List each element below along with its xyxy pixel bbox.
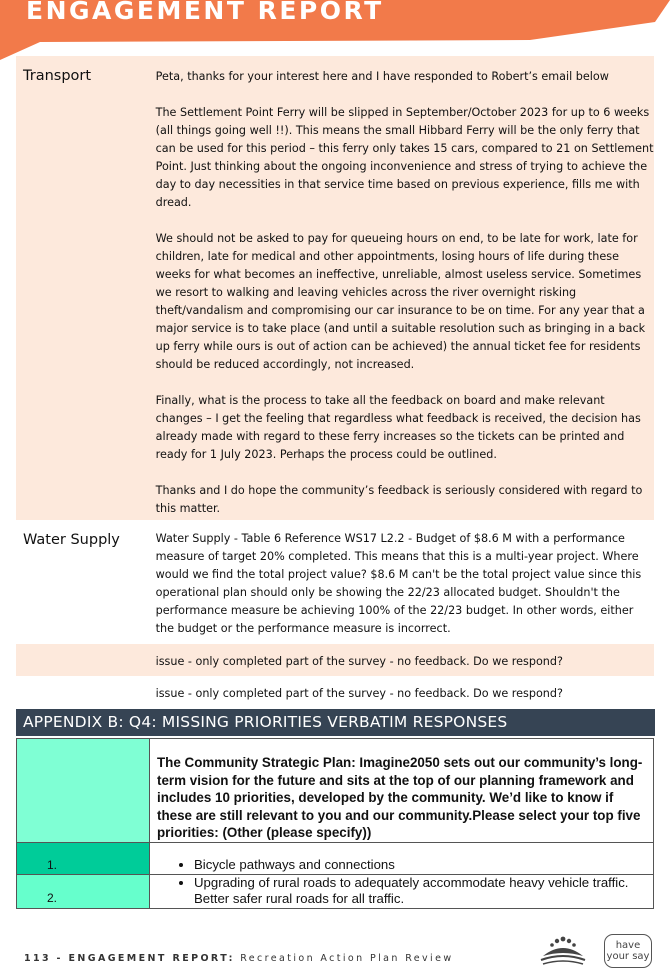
engagement-table	[16, 56, 654, 700]
response-paragraph: Water Supply - Table 6 Reference WS17 L2.2 - Budget of $8.6 M with a performance measure of target 20% completed. This means that this is a multi-year project. Where would we find the total project value? $8.6 M can't be the total project value since this operational plan should only be showing the 22/23 allocated budget. Shouldn't the performance measure be achieving 100% of the 22/23 budget. In other words, either the budget or the performance measure is incorrect.	[155, 532, 642, 635]
response-cell	[150, 874, 654, 908]
response-cell	[150, 842, 654, 874]
header-banner	[0, 0, 670, 64]
table-row	[17, 842, 654, 874]
report-title: ENGAGEMENT REPORT	[26, 0, 384, 25]
response-list	[150, 875, 653, 907]
topic-cell	[16, 676, 147, 700]
report-label: ENGAGEMENT REPORT:	[68, 953, 235, 964]
table-row	[16, 56, 654, 520]
footer-separator: -	[56, 953, 69, 964]
response-cell	[147, 644, 654, 676]
list-item: • Upgrading of rural roads to adequately accommodate heavy vehicle traffic. Better safer rural roads for all traffic.	[194, 875, 647, 907]
question-cell: The Community Strategic Plan: Imagine2050 sets out our community’s long-term vision for the future and sits at the top of our planning framework and includes 10 priorities, developed by the community. We’d like to know if these are still relevant to you and our community.Please select your top five priorities: (Other (please specify))	[150, 739, 654, 843]
response-cell	[147, 676, 654, 700]
response-paragraph: Peta, thanks for your interest here and I have responded to Robert’s email below	[155, 70, 609, 83]
table-row	[16, 644, 654, 676]
topic-cell: Water Supply	[23, 532, 120, 548]
row-number-cell	[17, 842, 150, 874]
page-number: 113	[24, 953, 52, 964]
response-paragraph: Finally, what is the process to take all the feedback on board and make relevant changes – I get the feeling that regardless what feedback is received, the decision has already made with regard to these ferry increases so the tickets can be printed and ready for 1 July 2023. Perhaps the process could be outlined.	[155, 394, 641, 461]
topic-cell: Transport	[23, 68, 92, 84]
response-paragraph: Thanks and I do hope the community’s feedback is seriously considered with regard to this matter.	[155, 484, 643, 515]
document-title: Recreation Action Plan Review	[240, 953, 454, 964]
list-item: • Bicycle pathways and connections	[194, 857, 647, 873]
row-number: 2.	[47, 890, 58, 905]
response-paragraph: issue - only completed part of the survey - no feedback. Do we respond?	[155, 687, 563, 700]
response-paragraph: The Settlement Point Ferry will be slipped in September/October 2023 for up to 6 weeks (all things going well !!). This means the small Hibbard Ferry will be the only ferry that can be used for this period – this ferry only takes 15 cars, compared to 21 on Settlement Point. Just thinking about the ongoing inconvenience and stress of trying to achieve the day to day necessities in that service time based on previous experience, fills me with dread.	[155, 106, 654, 209]
council-logo-icon	[533, 932, 593, 970]
table-row	[17, 874, 654, 908]
row-number: 1.	[47, 857, 58, 872]
have-your-say-logo: have your say	[604, 934, 652, 968]
table-row	[16, 676, 654, 700]
page-footer	[24, 953, 454, 964]
number-header-cell	[17, 739, 150, 843]
response-list	[150, 857, 653, 874]
response-paragraph: issue - only completed part of the survey - no feedback. Do we respond?	[155, 655, 563, 668]
response-cell	[147, 520, 654, 644]
row-number-cell	[17, 874, 150, 908]
topic-cell	[16, 644, 147, 676]
table-row	[16, 520, 654, 644]
response-cell	[147, 56, 654, 520]
response-paragraph: We should not be asked to pay for queueing hours on end, to be late for work, late for children, late for medical and other appointments, losing hours of life during these weeks for what becomes an ineffective, unreliable, almost useless service. Sometimes we resort to walking and leaving vehicles across the river overnight risking theft/vandalism and compromising our car insurance to be on time. For any year that a major service is to take place (and until a suitable resolution such as bringing in a back up ferry while ours is out of action can be achieved) the annual ticket fee for residents should be reduced accordingly, not increased.	[155, 232, 646, 371]
appendix-table	[16, 738, 654, 909]
table-row	[17, 739, 654, 843]
appendix-heading: APPENDIX B: Q4: MISSING PRIORITIES VERBATIM RESPONSES	[16, 709, 655, 736]
